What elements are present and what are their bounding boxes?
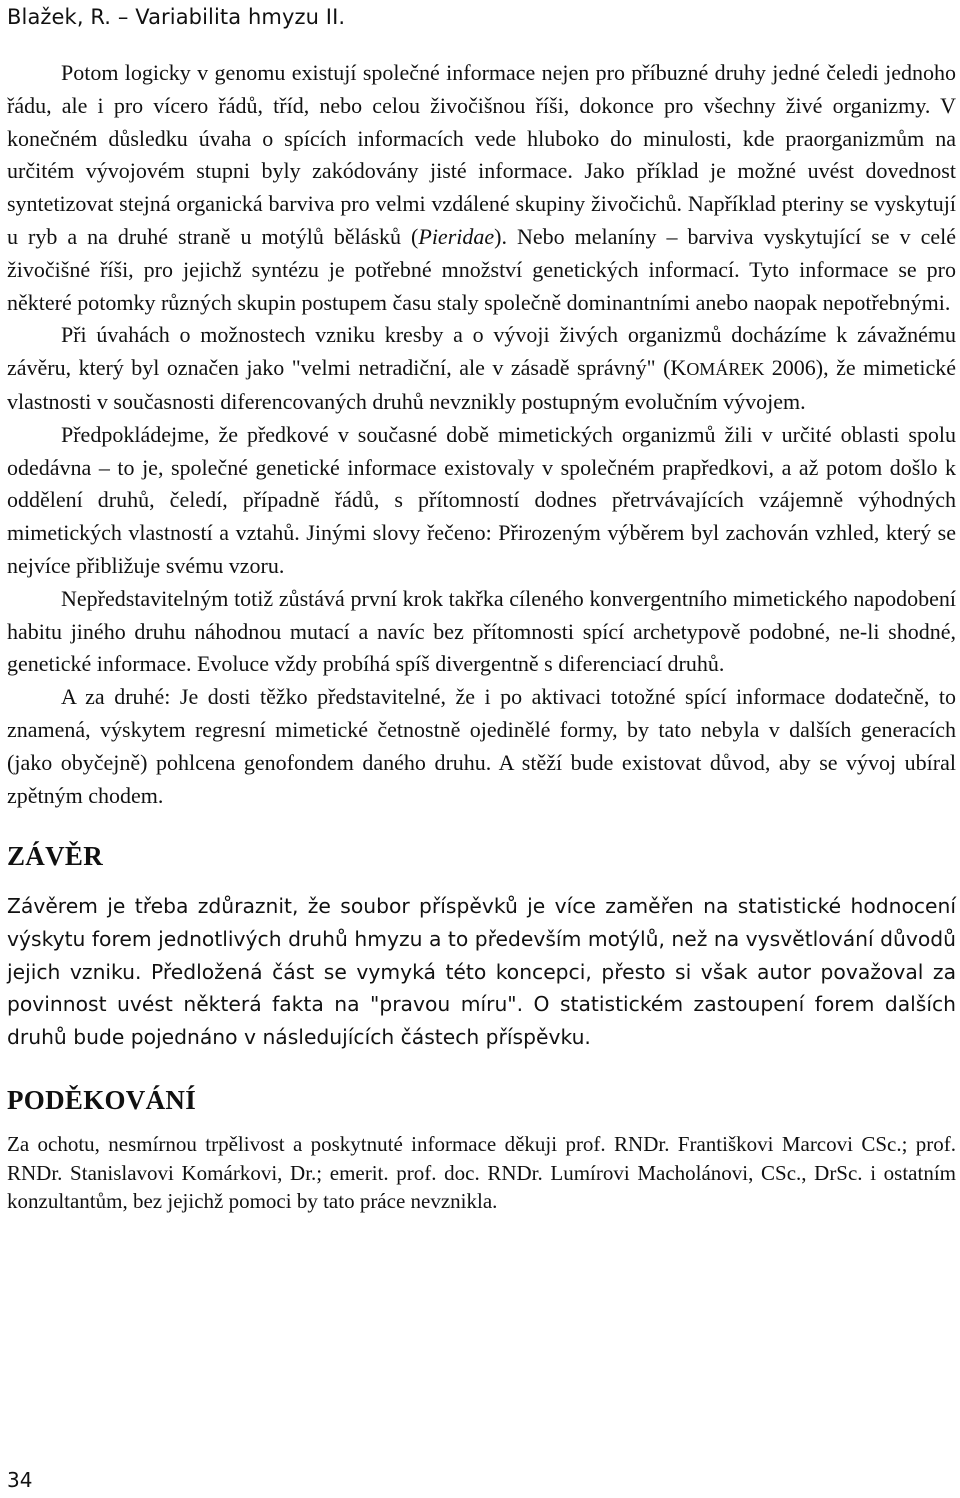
paragraph-sentence-b: V konečném důsledku úvaha o spících informacích vede hluboko do minulosti, kde praorganizmům na určitém vývojovém stupni byly zakódovány jisté informace. <box>7 92 956 184</box>
paragraph-acknowledgements: Za ochotu, nesmírnou trpělivost a poskytnuté informace děkuji prof. RNDr. Františkovi Marcovi CSc.; prof. RNDr. Stanislavovi Komárkovi, Dr.; emerit. prof. doc. RNDr. Lumírovi Macholánovi, CSc., DrSc. i ostatním konzultantům, bez jejichž pomoci by tato práce nevznikla. <box>7 1132 956 1214</box>
paragraph-text: Při úvahách o možnostech vzniku kresby a o vývoji živých organizmů docházíme k závažnému závěru, který byl označen jako "velmi netradiční, ale v zásadě správný" (K <box>7 322 956 381</box>
paragraph-conclusion: Závěrem je třeba zdůraznit, že soubor příspěvků je více zaměřen na statistické hodnocení výskytu forem jednotlivých druhů hmyzu a to především motýlů, než na vysvětlování důvodů jejich vzniku. Předložená část se vymyká této koncepci, přesto si však autor považoval za povinnost uvést některá fakta na "pravou míru". O statistickém zastoupení forem dalších druhů bude pojednáno v následujících částech příspěvku. <box>7 894 956 1049</box>
document-page <box>7 0 956 1216</box>
section-heading-acknowledgements: PODĚKOVÁNÍ <box>7 1085 197 1116</box>
paragraph-text-end: 2006), že mimetické vlastnosti v současnosti diferencovaných druhů nevznikly postupným evolučním vývojem. <box>7 355 956 414</box>
paragraph-genome-shared-information <box>7 57 956 319</box>
paragraph-sentence-a: Potom logicky v genomu existují společné informace nejen pro příbuzné druhy jedné čeledi jednoho řádu, ale i pro vícero řádů, tříd, nebo celou živočišnou říši, dokonce pro všechny živé organizmy. <box>7 60 956 118</box>
page-number: 34 <box>7 1468 33 1492</box>
citation-author-smallcaps: OMÁREK <box>686 359 765 380</box>
paragraph-common-ancestor: Předpokládejme, že předkové v současné době mimetických organizmů žili v určité oblasti spolu odedávna – to je, společné genetické informace existovaly v společném prapředkovi, a až potom došlo k oddělení druhů, čeledí, případně řádů, s přítomností dodnes přetrvávajících vzájemně výhodných mimetických vlastností a vztahů. Jinými slovy řečeno: Přirozeným výběrem byl zachován vzhled, který se nejvíce přibližuje svému vzoru. <box>7 421 956 578</box>
running-header: Blažek, R. – Variabilita hmyzu II. <box>7 5 346 29</box>
section-heading-conclusion: ZÁVĚR <box>7 841 104 872</box>
paragraph-convergent-mimicry: Nepředstavitelným totiž zůstává první krok takřka cíleného konvergentního mimetického napodobení habitu jiného druhu náhodnou mutací a navíc bez přítomnosti spící archetypově podobné, ne-li shodné, genetické informace. Evoluce vždy probíhá spíš divergentně s diferenciací druhů. <box>7 585 956 677</box>
paragraph-regression: A za druhé: Je dosti těžko představitelné, že i po aktivaci totožné spící informace dodatečně, to znamená, výskytem regresní mimetické četnostně ojedinělé formy, by tato nebyla v dalších generacích (jako obyčejně) pohlcena genofondem daného druhu. A stěží bude existovat důvod, aby se vývoj ubíral zpětným chodem. <box>7 684 956 808</box>
paragraph-sentence-c-end: ). Nebo melaníny – barviva vyskytující se v celé živočišné říši, pro jejichž syntézu je potřebné množství genetických informací. <box>7 223 956 282</box>
paragraph-sentence-c: Jako příklad je možné uvést dovednost syntetizovat stejná organická barviva pro velmi vzdálené skupiny živočichů. Například pteriny se vyskytují u ryb a na druhé straně u motýlů bělásků ( <box>7 158 956 249</box>
paragraph-sentence-d: Tyto informace se pro některé potomky různých skupin postupem času staly společně dominantními anebo naopak nepotřebnými. <box>7 256 956 315</box>
paragraph-pattern-origin <box>7 319 956 418</box>
taxon-name-italic: Pieridae <box>418 223 495 249</box>
